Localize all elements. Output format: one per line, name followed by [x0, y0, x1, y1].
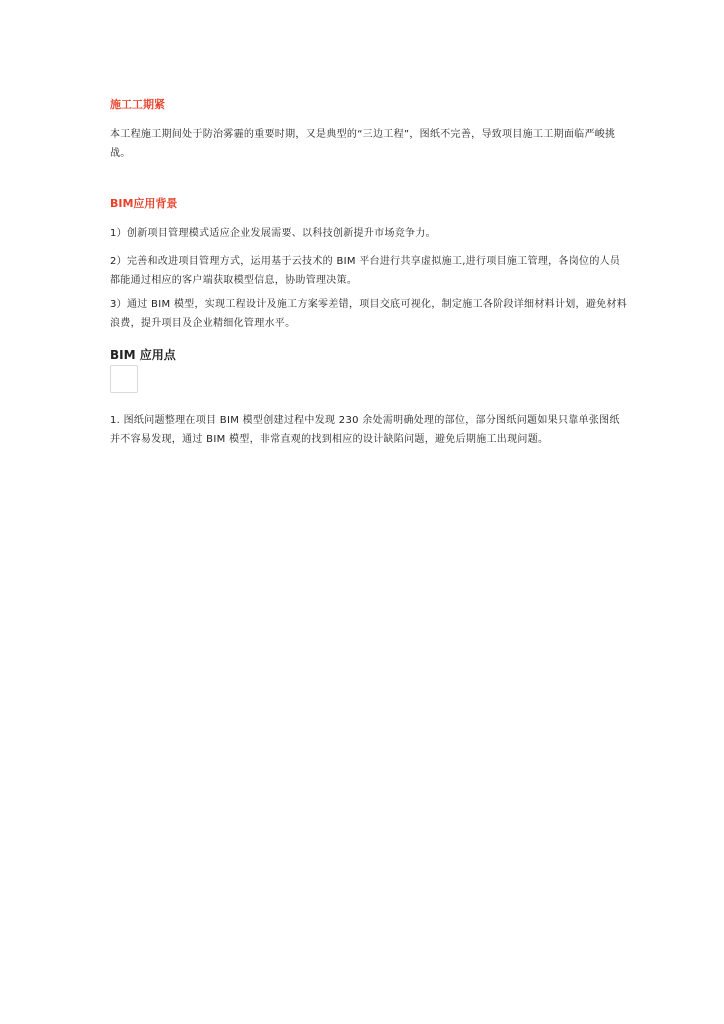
section-bim-application-points — [110, 347, 630, 363]
section-bim-background-item-1 — [110, 225, 630, 244]
section-bim-background-item-3 — [110, 296, 630, 333]
section-bim-background-item-2 — [110, 253, 630, 290]
section-heading: BIM 应用点 — [110, 348, 176, 362]
list-item: 1）创新项目管理模式适应企业发展需要、以科技创新提升市场竞争力。 — [110, 228, 436, 239]
list-item: 3）通过 BIM 模型，实现工程设计及施工方案零差错，项目交底可视化，制定施工各阶段详细材料计划，避免材料浪费，提升项目及企业精细化管理水平。 — [110, 299, 628, 329]
section-bim-application-points-body — [110, 412, 630, 449]
image-placeholder-icon — [110, 365, 138, 393]
section-construction-schedule-body — [110, 126, 630, 163]
paragraph: 本工程施工期间处于防治雾霾的重要时期，又是典型的“三边工程”，图纸不完善，导致项目施工工期面临严峻挑战。 — [110, 129, 616, 159]
section-construction-schedule — [110, 97, 630, 113]
paragraph: 1. 图纸问题整理在项目 BIM 模型创建过程中发现 230 余处需明确处理的部位，部分图纸问题如果只靠单张图纸并不容易发现，通过 BIM 模型，非常直观的找到相应的设计缺陷问题，避免后期施工出现问题。 — [110, 415, 620, 445]
section-heading: BIM应用背景 — [110, 197, 178, 210]
list-item: 2）完善和改进项目管理方式，运用基于云技术的 BIM 平台进行共享虚拟施工,进行项目施工管理，各岗位的人员都能通过相应的客户端获取模型信息，协助管理决策。 — [110, 256, 621, 286]
section-bim-background — [110, 196, 630, 212]
section-heading: 施工工期紧 — [110, 98, 165, 111]
